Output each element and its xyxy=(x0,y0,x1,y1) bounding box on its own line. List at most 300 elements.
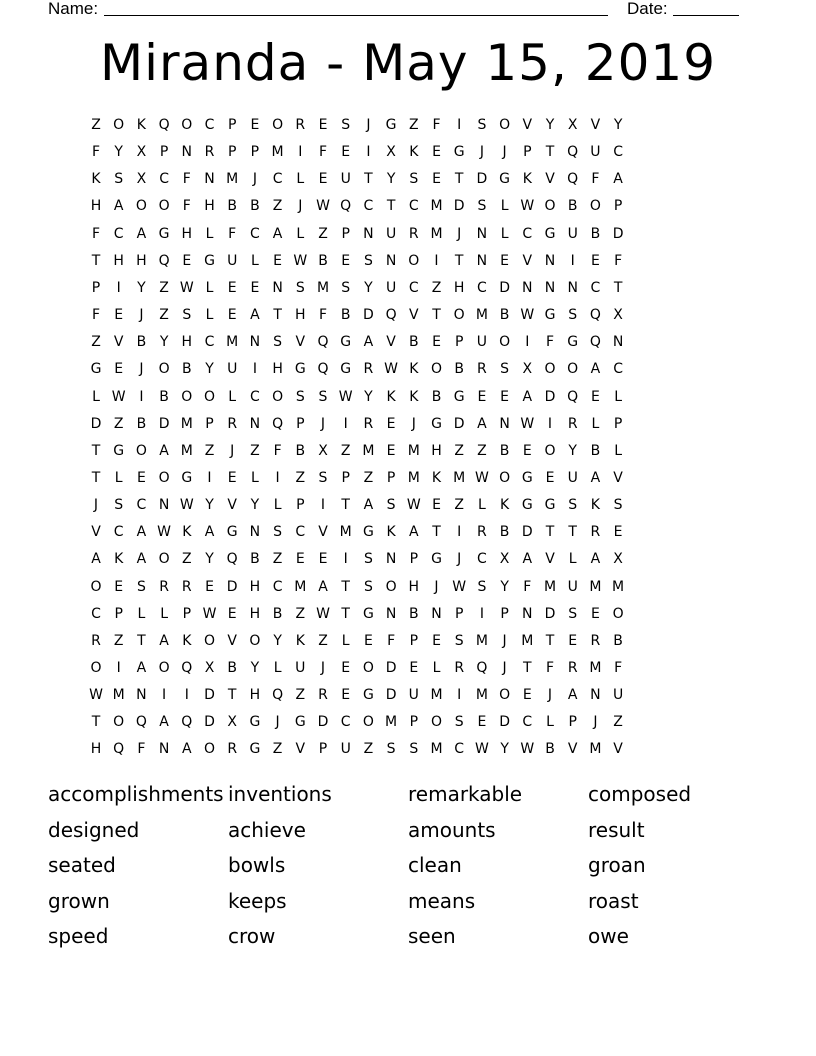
grid-letter[interactable]: E xyxy=(136,469,146,486)
grid-letter[interactable]: D xyxy=(363,307,374,324)
grid-letter[interactable]: Y xyxy=(500,578,509,595)
grid-letter[interactable]: B xyxy=(340,307,351,324)
grid-letter[interactable]: H xyxy=(249,578,261,595)
grid-letter[interactable]: H xyxy=(113,252,124,269)
grid-letter[interactable]: N xyxy=(385,551,397,568)
grid-letter[interactable]: H xyxy=(90,741,102,758)
grid-letter[interactable]: E xyxy=(613,524,623,541)
grid-letter[interactable]: P xyxy=(613,415,623,432)
grid-letter[interactable]: A xyxy=(522,551,533,568)
grid-letter[interactable]: M xyxy=(589,660,602,676)
grid-letter[interactable]: F xyxy=(614,252,623,269)
grid-letter[interactable]: J xyxy=(366,117,371,133)
grid-letter[interactable]: O xyxy=(158,198,170,215)
grid-letter[interactable]: B xyxy=(295,442,306,459)
grid-letter[interactable]: Q xyxy=(226,551,238,568)
grid-letter[interactable]: L xyxy=(250,469,259,486)
grid-letter[interactable]: Q xyxy=(181,714,193,731)
grid-letter[interactable]: Y xyxy=(205,551,214,568)
grid-letter[interactable]: M xyxy=(385,714,398,731)
grid-letter[interactable]: N xyxy=(249,334,261,351)
grid-letter[interactable]: Z xyxy=(295,469,306,486)
grid-letter[interactable]: D xyxy=(476,171,488,188)
grid-letter[interactable]: N xyxy=(158,741,170,758)
grid-letter[interactable]: W xyxy=(111,388,126,405)
grid-letter[interactable]: Y xyxy=(114,144,123,161)
grid-letter[interactable]: R xyxy=(477,361,487,378)
grid-letter[interactable]: Z xyxy=(318,225,328,242)
grid-letter[interactable]: E xyxy=(227,307,237,324)
grid-letter[interactable]: K xyxy=(409,144,419,161)
grid-letter[interactable]: Y xyxy=(568,442,577,459)
grid-letter[interactable]: G xyxy=(362,687,374,704)
grid-letter[interactable]: O xyxy=(203,632,216,649)
grid-letter[interactable]: E xyxy=(114,307,124,324)
grid-letter[interactable]: V xyxy=(545,171,555,188)
grid-letter[interactable]: P xyxy=(250,144,260,161)
grid-letter[interactable]: M xyxy=(430,741,443,758)
grid-letter[interactable]: O xyxy=(272,117,284,133)
grid-letter[interactable]: U xyxy=(227,361,238,378)
grid-letter[interactable]: G xyxy=(362,524,374,541)
grid-letter[interactable]: O xyxy=(181,388,193,405)
grid-letter[interactable]: Z xyxy=(91,117,101,133)
grid-letter[interactable]: M xyxy=(589,741,602,758)
grid-letter[interactable]: L xyxy=(92,388,100,405)
grid-letter[interactable]: A xyxy=(522,388,533,405)
grid-letter[interactable]: O xyxy=(90,660,102,676)
grid-letter[interactable]: N xyxy=(158,497,170,514)
grid-letter[interactable]: W xyxy=(474,469,489,486)
grid-letter[interactable]: I xyxy=(116,279,121,296)
grid-letter[interactable]: G xyxy=(340,361,352,378)
grid-letter[interactable]: N xyxy=(249,524,261,541)
grid-letter[interactable]: S xyxy=(568,307,578,324)
grid-letter[interactable]: F xyxy=(273,442,282,459)
grid-letter[interactable]: E xyxy=(273,252,283,269)
grid-letter[interactable]: J xyxy=(547,687,553,704)
grid-letter[interactable]: Y xyxy=(205,361,214,378)
grid-letter[interactable]: Z xyxy=(477,442,487,459)
grid-letter[interactable]: Z xyxy=(91,334,101,351)
grid-letter[interactable]: V xyxy=(295,334,306,351)
grid-letter[interactable]: X xyxy=(386,144,396,161)
grid-letter[interactable]: N xyxy=(249,415,261,432)
grid-letter[interactable]: C xyxy=(340,714,351,731)
grid-letter[interactable]: B xyxy=(136,334,147,351)
grid-letter[interactable]: A xyxy=(91,551,101,568)
grid-letter[interactable]: H xyxy=(249,605,261,622)
grid-letter[interactable]: Y xyxy=(273,632,282,649)
grid-letter[interactable]: C xyxy=(408,198,419,215)
grid-letter[interactable]: T xyxy=(454,252,464,269)
grid-letter[interactable]: V xyxy=(545,551,555,568)
grid-letter[interactable]: E xyxy=(386,442,396,459)
grid-letter[interactable]: S xyxy=(318,469,328,486)
grid-letter[interactable]: T xyxy=(227,687,237,704)
grid-letter[interactable]: M xyxy=(316,279,330,296)
grid-letter[interactable]: O xyxy=(430,361,443,378)
grid-letter[interactable]: U xyxy=(476,334,488,351)
grid-letter[interactable]: V xyxy=(409,307,419,324)
grid-letter[interactable]: Z xyxy=(363,469,374,486)
grid-letter[interactable]: J xyxy=(139,307,144,324)
grid-letter[interactable]: E xyxy=(500,388,510,405)
grid-letter[interactable]: S xyxy=(295,388,305,405)
grid-letter[interactable]: C xyxy=(477,279,487,296)
grid-letter[interactable]: C xyxy=(136,497,147,514)
grid-letter[interactable]: I xyxy=(570,252,575,269)
grid-letter[interactable]: Q xyxy=(567,144,579,161)
grid-letter[interactable]: X xyxy=(499,551,510,568)
grid-letter[interactable]: G xyxy=(113,442,125,459)
grid-letter[interactable]: B xyxy=(250,551,260,568)
grid-letter[interactable]: C xyxy=(590,279,601,296)
grid-letter[interactable]: I xyxy=(252,361,257,378)
grid-letter[interactable]: X xyxy=(567,117,578,133)
grid-letter[interactable]: Q xyxy=(340,198,352,215)
grid-letter[interactable]: P xyxy=(523,144,532,161)
grid-letter[interactable]: O xyxy=(90,578,102,595)
grid-letter[interactable]: T xyxy=(341,578,350,595)
grid-letter[interactable]: W xyxy=(202,605,217,622)
grid-letter[interactable]: O xyxy=(453,307,465,324)
grid-letter[interactable]: Y xyxy=(500,741,509,758)
grid-letter[interactable]: N xyxy=(544,279,556,296)
grid-letter[interactable]: E xyxy=(432,334,441,351)
grid-letter[interactable]: E xyxy=(114,578,124,595)
grid-letter[interactable]: F xyxy=(91,307,101,324)
grid-letter[interactable]: S xyxy=(363,252,373,269)
grid-letter[interactable]: P xyxy=(341,469,350,486)
grid-letter[interactable]: O xyxy=(158,660,170,676)
grid-letter[interactable]: Z xyxy=(295,605,306,622)
grid-letter[interactable]: G xyxy=(385,117,397,133)
grid-letter[interactable]: O xyxy=(612,605,624,622)
grid-letter[interactable]: O xyxy=(249,632,261,649)
grid-letter[interactable]: S xyxy=(500,361,510,378)
grid-letter[interactable]: S xyxy=(363,578,373,595)
grid-letter[interactable]: N xyxy=(363,225,374,242)
grid-letter[interactable]: C xyxy=(272,171,283,188)
grid-letter[interactable]: G xyxy=(453,388,465,405)
grid-letter[interactable]: I xyxy=(320,497,326,514)
grid-letter[interactable]: T xyxy=(91,252,101,269)
grid-letter[interactable]: O xyxy=(158,469,170,486)
grid-letter[interactable]: O xyxy=(113,117,125,133)
grid-letter[interactable]: D xyxy=(385,687,397,704)
grid-letter[interactable]: B xyxy=(567,198,578,215)
grid-letter[interactable]: F xyxy=(387,632,396,649)
grid-letter[interactable]: L xyxy=(568,551,577,568)
grid-letter[interactable]: J xyxy=(93,497,99,514)
grid-letter[interactable]: A xyxy=(250,307,260,324)
grid-letter[interactable]: I xyxy=(457,117,462,133)
grid-letter[interactable]: E xyxy=(318,551,328,568)
grid-letter[interactable]: P xyxy=(454,605,464,622)
grid-letter[interactable]: B xyxy=(318,252,328,269)
grid-letter[interactable]: P xyxy=(91,279,101,296)
grid-letter[interactable]: F xyxy=(137,741,146,758)
grid-letter[interactable]: Z xyxy=(272,198,283,215)
grid-letter[interactable]: S xyxy=(114,497,124,514)
grid-letter[interactable]: I xyxy=(139,388,144,405)
grid-letter[interactable]: E xyxy=(227,469,237,486)
grid-letter[interactable]: M xyxy=(362,442,375,459)
grid-letter[interactable]: K xyxy=(91,171,101,188)
grid-letter[interactable]: J xyxy=(275,714,280,731)
grid-letter[interactable]: P xyxy=(318,741,328,758)
grid-letter[interactable]: I xyxy=(479,605,484,622)
grid-letter[interactable]: M xyxy=(407,469,420,486)
grid-letter[interactable]: R xyxy=(590,524,601,541)
grid-letter[interactable]: G xyxy=(226,524,238,541)
grid-letter[interactable]: H xyxy=(431,442,442,459)
grid-letter[interactable]: I xyxy=(298,144,303,161)
grid-letter[interactable]: U xyxy=(408,687,419,704)
grid-letter[interactable]: M xyxy=(226,334,239,351)
grid-letter[interactable]: M xyxy=(339,524,352,541)
grid-letter[interactable]: R xyxy=(567,660,578,676)
grid-letter[interactable]: H xyxy=(249,687,261,704)
grid-letter[interactable]: G xyxy=(521,497,533,514)
grid-letter[interactable]: C xyxy=(295,524,306,541)
grid-letter[interactable]: M xyxy=(430,687,443,704)
grid-letter[interactable]: B xyxy=(408,334,419,351)
grid-letter[interactable]: B xyxy=(454,361,464,378)
grid-letter[interactable]: R xyxy=(318,687,328,704)
grid-letter[interactable]: R xyxy=(295,117,306,133)
grid-letter[interactable]: B xyxy=(590,442,601,459)
grid-letter[interactable]: A xyxy=(136,524,147,541)
grid-letter[interactable]: K xyxy=(431,469,442,486)
grid-letter[interactable]: S xyxy=(477,198,487,215)
grid-letter[interactable]: E xyxy=(227,605,237,622)
grid-letter[interactable]: N xyxy=(476,252,488,269)
grid-letter[interactable]: W xyxy=(520,307,535,324)
grid-letter[interactable]: R xyxy=(159,578,169,595)
grid-letter[interactable]: D xyxy=(90,415,102,432)
grid-letter[interactable]: S xyxy=(568,605,578,622)
grid-letter[interactable]: A xyxy=(590,551,601,568)
grid-letter[interactable]: N xyxy=(544,252,556,269)
grid-letter[interactable]: O xyxy=(408,252,420,269)
grid-letter[interactable]: O xyxy=(499,469,511,486)
grid-letter[interactable]: U xyxy=(590,144,601,161)
grid-letter[interactable]: M xyxy=(543,578,557,595)
grid-letter[interactable]: Z xyxy=(295,687,306,704)
grid-letter[interactable]: O xyxy=(203,741,216,758)
grid-letter[interactable]: O xyxy=(272,388,284,405)
grid-letter[interactable]: L xyxy=(273,497,282,514)
grid-letter[interactable]: D xyxy=(612,225,624,242)
grid-letter[interactable]: G xyxy=(249,714,261,731)
grid-letter[interactable]: D xyxy=(453,198,465,215)
grid-letter[interactable]: S xyxy=(454,632,464,649)
grid-letter[interactable]: S xyxy=(318,388,328,405)
grid-letter[interactable]: O xyxy=(158,551,170,568)
grid-letter[interactable]: C xyxy=(113,524,124,541)
grid-letter[interactable]: F xyxy=(182,198,191,215)
grid-letter[interactable]: Q xyxy=(317,334,329,351)
grid-letter[interactable]: E xyxy=(590,388,600,405)
grid-letter[interactable]: A xyxy=(363,334,374,351)
grid-letter[interactable]: K xyxy=(522,171,532,188)
grid-letter[interactable]: G xyxy=(521,469,533,486)
grid-letter[interactable]: F xyxy=(91,225,101,242)
grid-letter[interactable]: V xyxy=(522,117,533,133)
grid-letter[interactable]: U xyxy=(612,687,624,704)
grid-letter[interactable]: A xyxy=(159,632,169,649)
grid-letter[interactable]: V xyxy=(113,334,124,351)
grid-letter[interactable]: E xyxy=(409,660,419,676)
grid-letter[interactable]: N xyxy=(476,225,488,242)
grid-letter[interactable]: B xyxy=(499,442,510,459)
grid-letter[interactable]: E xyxy=(545,469,555,486)
grid-letter[interactable]: N xyxy=(272,279,283,296)
grid-letter[interactable]: A xyxy=(409,524,419,541)
grid-letter[interactable]: M xyxy=(589,578,602,595)
grid-letter[interactable]: T xyxy=(568,524,577,541)
grid-letter[interactable]: D xyxy=(204,687,215,704)
grid-letter[interactable]: T xyxy=(454,171,464,188)
grid-letter[interactable]: W xyxy=(293,252,308,269)
grid-letter[interactable]: T xyxy=(273,307,282,324)
grid-letter[interactable]: N xyxy=(181,144,193,161)
grid-letter[interactable]: T xyxy=(91,442,101,459)
grid-letter[interactable]: R xyxy=(454,660,465,676)
grid-letter[interactable]: E xyxy=(341,687,351,704)
grid-letter[interactable]: G xyxy=(499,171,511,188)
grid-letter[interactable]: N xyxy=(522,605,533,622)
grid-letter[interactable]: A xyxy=(272,225,283,242)
grid-letter[interactable]: B xyxy=(227,660,237,676)
grid-letter[interactable]: F xyxy=(523,578,532,595)
grid-letter[interactable]: G xyxy=(204,252,215,269)
grid-letter[interactable]: T xyxy=(545,144,555,161)
grid-letter[interactable]: J xyxy=(593,714,598,731)
grid-letter[interactable]: C xyxy=(477,551,487,568)
grid-letter[interactable]: O xyxy=(181,117,193,133)
grid-letter[interactable]: S xyxy=(568,497,578,514)
grid-letter[interactable]: L xyxy=(546,714,554,731)
grid-letter[interactable]: O xyxy=(135,198,147,215)
grid-letter[interactable]: I xyxy=(343,415,348,432)
grid-letter[interactable]: E xyxy=(205,578,214,595)
grid-letter[interactable]: O xyxy=(544,198,556,215)
grid-letter[interactable]: H xyxy=(181,334,193,351)
grid-letter[interactable]: P xyxy=(227,144,237,161)
grid-letter[interactable]: I xyxy=(366,144,371,161)
grid-letter[interactable]: W xyxy=(338,388,353,405)
grid-letter[interactable]: X xyxy=(522,361,533,378)
grid-letter[interactable]: J xyxy=(139,361,144,378)
grid-letter[interactable]: L xyxy=(250,252,259,269)
grid-letter[interactable]: Z xyxy=(431,279,442,296)
grid-letter[interactable]: I xyxy=(343,551,348,568)
grid-letter[interactable]: I xyxy=(275,469,280,486)
grid-letter[interactable]: M xyxy=(475,687,488,704)
grid-letter[interactable]: P xyxy=(159,144,169,161)
grid-letter[interactable]: V xyxy=(295,741,306,758)
grid-letter[interactable]: Z xyxy=(454,442,464,459)
grid-letter[interactable]: F xyxy=(228,225,237,242)
grid-letter[interactable]: P xyxy=(386,469,396,486)
grid-letter[interactable]: H xyxy=(90,198,102,215)
grid-letter[interactable]: N xyxy=(385,605,397,622)
grid-letter[interactable]: J xyxy=(457,225,462,242)
grid-letter[interactable]: M xyxy=(226,171,239,188)
grid-letter[interactable]: K xyxy=(386,524,396,541)
grid-letter[interactable]: Q xyxy=(272,687,284,704)
grid-letter[interactable]: P xyxy=(613,198,623,215)
grid-letter[interactable]: T xyxy=(137,632,146,649)
grid-letter[interactable]: O xyxy=(385,578,397,595)
grid-letter[interactable]: Y xyxy=(250,497,260,514)
grid-letter[interactable]: G xyxy=(544,225,556,242)
grid-letter[interactable]: L xyxy=(432,660,441,676)
grid-letter[interactable]: L xyxy=(341,632,350,649)
grid-letter[interactable]: C xyxy=(522,225,533,242)
grid-letter[interactable]: K xyxy=(182,524,192,541)
grid-letter[interactable]: F xyxy=(545,660,555,676)
grid-letter[interactable]: E xyxy=(341,144,351,161)
grid-letter[interactable]: L xyxy=(591,415,600,432)
grid-letter[interactable]: F xyxy=(432,117,441,133)
grid-letter[interactable]: C xyxy=(408,279,419,296)
grid-letter[interactable]: J xyxy=(298,198,303,215)
grid-letter[interactable]: B xyxy=(408,605,419,622)
grid-letter[interactable]: Z xyxy=(318,632,328,649)
grid-letter[interactable]: J xyxy=(434,578,439,595)
grid-letter[interactable]: J xyxy=(411,415,416,432)
grid-letter[interactable]: L xyxy=(273,660,282,676)
grid-letter[interactable]: G xyxy=(431,551,442,568)
grid-letter[interactable]: O xyxy=(135,442,147,459)
grid-letter[interactable]: O xyxy=(499,117,511,133)
grid-letter[interactable]: V xyxy=(386,334,396,351)
grid-letter[interactable]: O xyxy=(499,334,511,351)
grid-letter[interactable]: S xyxy=(386,741,396,758)
grid-letter[interactable]: S xyxy=(273,524,283,541)
grid-letter[interactable]: Y xyxy=(250,660,260,676)
grid-letter[interactable]: E xyxy=(477,714,487,731)
grid-letter[interactable]: E xyxy=(363,632,373,649)
grid-letter[interactable]: S xyxy=(136,578,146,595)
grid-letter[interactable]: S xyxy=(114,171,124,188)
grid-letter[interactable]: T xyxy=(432,307,441,324)
grid-letter[interactable]: Z xyxy=(204,442,215,459)
grid-letter[interactable]: B xyxy=(613,632,623,649)
grid-letter[interactable]: W xyxy=(384,361,399,378)
grid-letter[interactable]: Q xyxy=(589,334,601,351)
grid-letter[interactable]: C xyxy=(204,334,215,351)
grid-letter[interactable]: T xyxy=(364,171,373,188)
grid-letter[interactable]: J xyxy=(502,632,507,649)
grid-letter[interactable]: R xyxy=(91,632,101,649)
grid-letter[interactable]: L xyxy=(205,307,214,324)
grid-letter[interactable]: C xyxy=(613,144,623,161)
grid-letter[interactable]: Z xyxy=(159,279,169,296)
grid-letter[interactable]: O xyxy=(499,687,511,704)
grid-letter[interactable]: M xyxy=(112,687,125,704)
grid-letter[interactable]: X xyxy=(204,660,215,676)
grid-letter[interactable]: J xyxy=(502,660,507,676)
grid-letter[interactable]: L xyxy=(114,469,123,486)
grid-letter[interactable]: H xyxy=(408,578,420,595)
grid-letter[interactable]: G xyxy=(181,469,193,486)
grid-letter[interactable]: R xyxy=(567,415,578,432)
